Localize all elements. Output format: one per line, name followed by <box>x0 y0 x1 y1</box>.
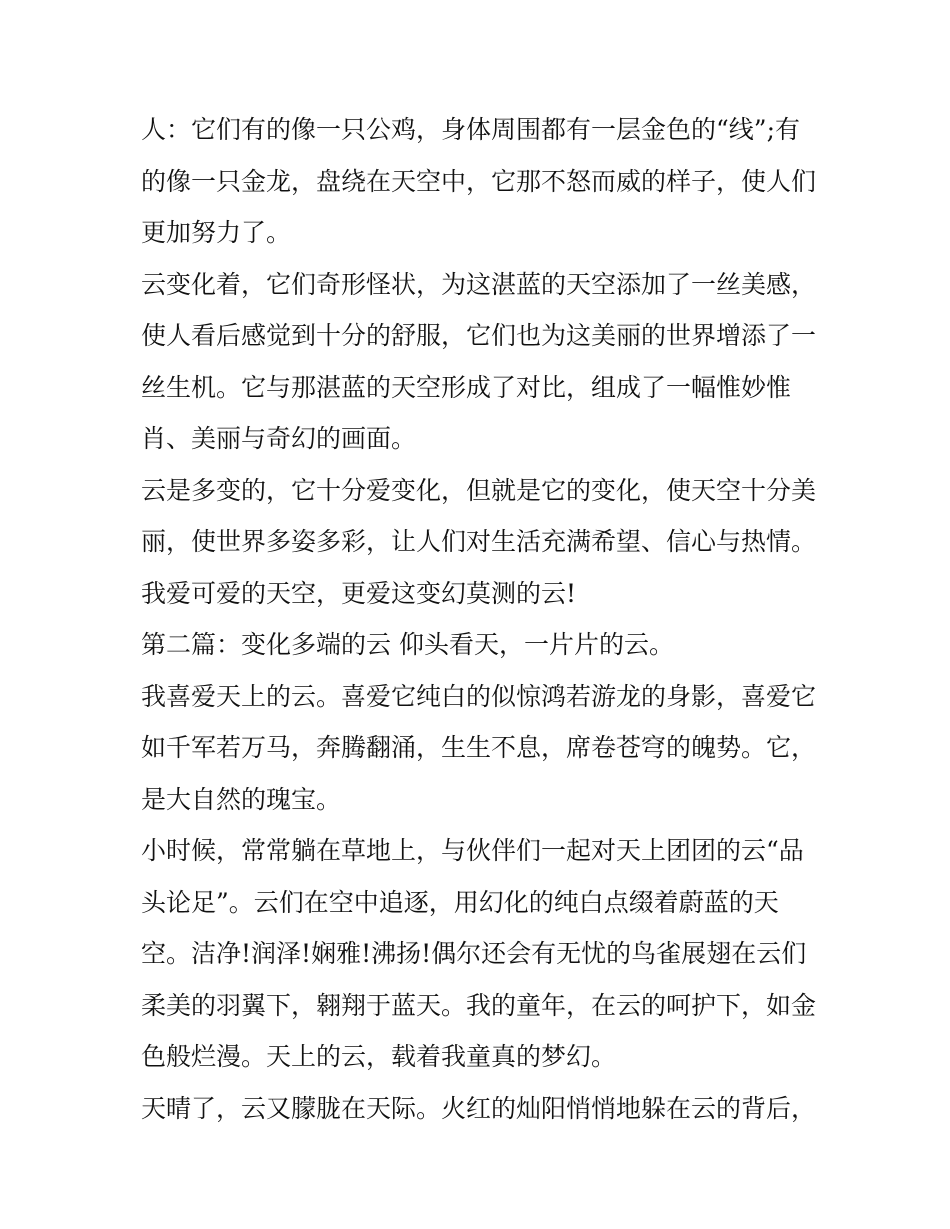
text-line: 丝生机。它与那湛蓝的天空形成了对比，组成了一幅惟妙惟 <box>141 372 792 402</box>
text-line: 色般烂漫。天上的云，载着我童真的梦幻。 <box>141 1042 617 1071</box>
text-line: 空。洁净!润泽!娴雅!沸扬!偶尔还会有无忧的鸟雀展翅在云们 <box>141 939 807 968</box>
text-line: 小时候，常常躺在草地上，与伙伴们一起对天上团团的云“品 <box>141 836 804 865</box>
text-line: 天晴了，云又朦胧在天际。火红的灿阳悄悄地躲在云的背后， <box>141 1093 817 1123</box>
text-line: 云变化着，它们奇形怪状，为这湛蓝的天空添加了一丝美感， <box>141 269 817 299</box>
text-line: 人：它们有的像一只公鸡，身体周围都有一层金色的“线”;有 <box>141 115 800 144</box>
text-line: 的像一只金龙，盘绕在天空中，它那不怒而威的样子，使人们 <box>141 166 817 196</box>
text-line: 我喜爱天上的云。喜爱它纯白的似惊鸿若游龙的身影，喜爱它 <box>141 681 817 711</box>
text-line: 云是多变的，它十分爱变化，但就是它的变化，使天空十分美 <box>141 475 817 505</box>
text-line: 是大自然的瑰宝。 <box>141 784 342 814</box>
text-line: 头论足”。云们在空中追逐，用幻化的纯白点缀着蔚蓝的天 <box>141 887 779 917</box>
text-line: 如千军若万马，奔腾翻涌，生生不息，席卷苍穹的魄势。它， <box>141 733 817 762</box>
text-line: 柔美的羽翼下，翱翔于蓝天。我的童年，在云的呵护下，如金 <box>141 990 817 1020</box>
text-line: 我爱可爱的天空，更爱这变幻莫测的云! <box>141 578 577 608</box>
section-heading-line: 第二篇：变化多端的云 仰头看天，一片片的云。 <box>141 630 674 659</box>
article-body <box>141 104 821 1134</box>
text-line: 丽，使世界多姿多彩，让人们对生活充满希望、信心与热情。 <box>141 527 817 556</box>
text-line: 更加努力了。 <box>141 218 292 247</box>
text-line: 肖、美丽与奇幻的画面。 <box>141 424 417 453</box>
text-line: 使人看后感觉到十分的舒服，它们也为这美丽的世界增添了一 <box>141 321 817 350</box>
